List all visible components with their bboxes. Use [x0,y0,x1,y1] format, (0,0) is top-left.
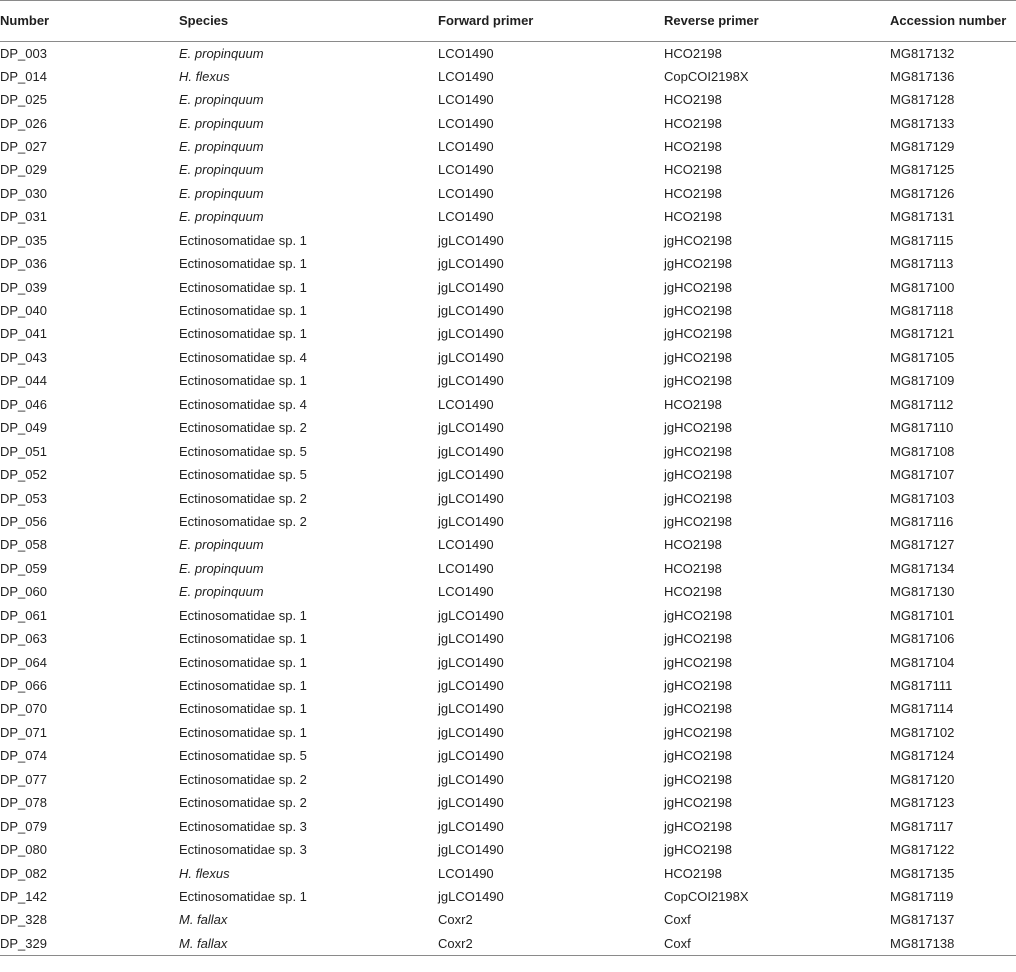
cell-accession-number: MG817101 [890,607,955,623]
cell-forward-primer: LCO1490 [438,138,494,154]
cell-reverse-primer: HCO2198 [664,584,722,600]
cell-reverse-primer: jgHCO2198 [664,303,732,319]
table-row [0,159,1016,182]
cell-species: H. flexus [179,68,230,84]
cell-forward-primer: LCO1490 [438,209,494,225]
cell-number: DP_046 [0,396,47,412]
cell-accession-number: MG817133 [890,115,955,131]
cell-species: Ectinosomatidae sp. 2 [179,513,307,529]
cell-number: DP_035 [0,232,47,248]
cell-species: E. propinquum [179,46,264,62]
table-row [0,323,1016,346]
cell-reverse-primer: jgHCO2198 [664,654,732,670]
cell-forward-primer: LCO1490 [438,68,494,84]
cell-reverse-primer: jgHCO2198 [664,443,732,459]
cell-number: DP_030 [0,185,47,201]
cell-accession-number: MG817111 [890,678,953,694]
cell-accession-number: MG817128 [890,92,955,108]
cell-forward-primer: jgLCO1490 [438,279,504,295]
cell-forward-primer: jgLCO1490 [438,607,504,623]
cell-accession-number: MG817114 [890,701,954,717]
cell-number: DP_053 [0,490,47,506]
cell-forward-primer: jgLCO1490 [438,303,504,319]
cell-accession-number: MG817118 [890,303,954,319]
cell-species: Ectinosomatidae sp. 1 [179,607,307,623]
cell-species: E. propinquum [179,138,264,154]
cell-accession-number: MG817124 [890,748,955,764]
table-row [0,721,1016,744]
cell-species: Ectinosomatidae sp. 3 [179,842,307,858]
cell-species: M. fallax [179,932,438,955]
cell-number: DP_040 [0,303,47,319]
cell-accession-number: MG817137 [890,912,955,928]
cell-forward-primer: jgLCO1490 [438,678,504,694]
cell-reverse-primer: HCO2198 [664,162,722,178]
cell-number: DP_079 [0,818,47,834]
table-row [0,65,1016,88]
cell-reverse-primer: jgHCO2198 [664,818,732,834]
cell-reverse-primer: jgHCO2198 [664,842,732,858]
cell-number: DP_080 [0,842,47,858]
cell-accession-number: MG817122 [890,842,955,858]
cell-forward-primer: LCO1490 [438,92,494,108]
cell-forward-primer: LCO1490 [438,396,494,412]
cell-reverse-primer: jgHCO2198 [664,467,732,483]
table-row [0,229,1016,252]
cell-reverse-primer: CopCOI2198X [664,888,749,904]
table-row [0,792,1016,815]
cell-reverse-primer: jgHCO2198 [664,349,732,365]
cell-reverse-primer: HCO2198 [664,138,722,154]
cell-number: DP_066 [0,678,47,694]
cell-species: Ectinosomatidae sp. 1 [179,232,307,248]
cell-forward-primer: jgLCO1490 [438,490,504,506]
header-species: Species [179,1,438,42]
cell-forward-primer: Coxr2 [438,932,664,955]
cell-accession-number: MG817130 [890,584,955,600]
cell-reverse-primer: jgHCO2198 [664,279,732,295]
cell-accession-number: MG817132 [890,46,955,62]
cell-species: E. propinquum [179,92,264,108]
cell-accession-number: MG817115 [890,232,954,248]
cell-species: Ectinosomatidae sp. 4 [179,349,307,365]
cell-accession-number: MG817125 [890,162,955,178]
cell-accession-number: MG817109 [890,373,955,389]
cell-forward-primer: jgLCO1490 [438,654,504,670]
cell-number: DP_025 [0,92,47,108]
cell-forward-primer: LCO1490 [438,560,494,576]
cell-number: DP_078 [0,795,47,811]
cell-number: DP_059 [0,560,47,576]
cell-forward-primer: jgLCO1490 [438,631,504,647]
cell-forward-primer: jgLCO1490 [438,349,504,365]
cell-species: Ectinosomatidae sp. 2 [179,771,307,787]
cell-accession-number: MG817113 [890,256,954,272]
cell-reverse-primer: jgHCO2198 [664,724,732,740]
cell-accession-number: MG817106 [890,631,955,647]
cell-forward-primer: jgLCO1490 [438,701,504,717]
cell-reverse-primer: jgHCO2198 [664,232,732,248]
cell-forward-primer: jgLCO1490 [438,724,504,740]
cell-accession-number: MG817134 [890,560,955,576]
cell-species: Ectinosomatidae sp. 2 [179,795,307,811]
cell-number: DP_027 [0,138,47,154]
cell-reverse-primer: Coxf [664,912,691,928]
cell-reverse-primer: jgHCO2198 [664,490,732,506]
cell-forward-primer: jgLCO1490 [438,513,504,529]
cell-species: Ectinosomatidae sp. 1 [179,326,307,342]
cell-reverse-primer: jgHCO2198 [664,795,732,811]
cell-accession-number: MG817110 [890,420,954,436]
table-row [0,557,1016,580]
cell-forward-primer: jgLCO1490 [438,467,504,483]
cell-forward-primer: LCO1490 [438,46,494,62]
cell-number: DP_026 [0,115,47,131]
cell-forward-primer: jgLCO1490 [438,326,504,342]
table-row [0,463,1016,486]
cell-reverse-primer: CopCOI2198X [664,68,749,84]
cell-reverse-primer: HCO2198 [664,209,722,225]
cell-reverse-primer: jgHCO2198 [664,420,732,436]
cell-number: DP_329 [0,932,179,955]
cell-accession-number: MG817116 [890,513,954,529]
cell-number: DP_041 [0,326,47,342]
cell-species: Ectinosomatidae sp. 1 [179,678,307,694]
cell-species: Ectinosomatidae sp. 4 [179,396,307,412]
cell-accession-number: MG817119 [890,888,954,904]
cell-forward-primer: Coxr2 [438,912,473,928]
cell-accession-number: MG817112 [890,396,954,412]
cell-forward-primer: jgLCO1490 [438,443,504,459]
cell-species: Ectinosomatidae sp. 1 [179,256,307,272]
cell-reverse-primer: jgHCO2198 [664,513,732,529]
cell-accession-number: MG817136 [890,68,955,84]
cell-accession-number: MG817108 [890,443,955,459]
cell-number: DP_049 [0,420,47,436]
cell-number: DP_061 [0,607,47,623]
cell-accession-number: MG817121 [890,326,955,342]
cell-number: DP_328 [0,912,47,928]
table-row [0,182,1016,205]
cell-reverse-primer: jgHCO2198 [664,771,732,787]
cell-reverse-primer: HCO2198 [664,865,722,881]
table-row [0,299,1016,322]
cell-forward-primer: LCO1490 [438,185,494,201]
cell-forward-primer: jgLCO1490 [438,373,504,389]
cell-number: DP_039 [0,279,47,295]
cell-accession-number: MG817117 [890,818,954,834]
cell-forward-primer: LCO1490 [438,162,494,178]
cell-number: DP_043 [0,349,47,365]
cell-forward-primer: jgLCO1490 [438,888,504,904]
table-row [0,510,1016,533]
table-row [0,370,1016,393]
cell-number: DP_077 [0,771,47,787]
cell-number: DP_071 [0,724,47,740]
cell-species: Ectinosomatidae sp. 1 [179,279,307,295]
table-row [0,534,1016,557]
cell-accession-number: MG817120 [890,771,955,787]
table-row [0,745,1016,768]
cell-reverse-primer: HCO2198 [664,560,722,576]
cell-species: E. propinquum [179,162,264,178]
cell-reverse-primer: jgHCO2198 [664,701,732,717]
table-body [0,42,1016,956]
table-row [0,932,1016,955]
cell-species: Ectinosomatidae sp. 1 [179,888,307,904]
table-row [0,440,1016,463]
cell-accession-number: MG817138 [890,932,1016,955]
cell-reverse-primer: jgHCO2198 [664,748,732,764]
cell-species: Ectinosomatidae sp. 1 [179,701,307,717]
cell-forward-primer: jgLCO1490 [438,842,504,858]
cell-species: Ectinosomatidae sp. 2 [179,420,307,436]
cell-reverse-primer: jgHCO2198 [664,607,732,623]
table-row [0,815,1016,838]
cell-forward-primer: jgLCO1490 [438,256,504,272]
cell-accession-number: MG817100 [890,279,955,295]
cell-accession-number: MG817126 [890,185,955,201]
table-row [0,346,1016,369]
cell-forward-primer: LCO1490 [438,537,494,553]
cell-species: E. propinquum [179,115,264,131]
cell-species: E. propinquum [179,209,264,225]
table-row [0,487,1016,510]
header-reverse-primer: Reverse primer [664,1,890,42]
cell-accession-number: MG817135 [890,865,955,881]
table-header [0,1,1016,42]
cell-forward-primer: LCO1490 [438,584,494,600]
cell-species: E. propinquum [179,537,264,553]
cell-number: DP_063 [0,631,47,647]
cell-species: Ectinosomatidae sp. 1 [179,654,307,670]
cell-forward-primer: jgLCO1490 [438,795,504,811]
cell-species: H. flexus [179,865,230,881]
cell-reverse-primer: HCO2198 [664,46,722,62]
cell-forward-primer: jgLCO1490 [438,232,504,248]
cell-accession-number: MG817123 [890,795,955,811]
cell-reverse-primer: HCO2198 [664,396,722,412]
cell-species: Ectinosomatidae sp. 1 [179,303,307,319]
cell-species: Ectinosomatidae sp. 2 [179,490,307,506]
cell-reverse-primer: HCO2198 [664,115,722,131]
cell-number: DP_051 [0,443,47,459]
table-row [0,42,1016,65]
cell-species: E. propinquum [179,560,264,576]
table-row [0,206,1016,229]
cell-number: DP_031 [0,209,47,225]
table-row [0,698,1016,721]
table-row [0,604,1016,627]
cell-species: M. fallax [179,912,228,928]
cell-number: DP_082 [0,865,47,881]
cell-number: DP_058 [0,537,47,553]
cell-number: DP_070 [0,701,47,717]
table-row [0,393,1016,416]
cell-reverse-primer: jgHCO2198 [664,256,732,272]
cell-reverse-primer: HCO2198 [664,185,722,201]
cell-forward-primer: LCO1490 [438,115,494,131]
cell-species: Ectinosomatidae sp. 1 [179,373,307,389]
table-row [0,88,1016,111]
cell-accession-number: MG817105 [890,349,955,365]
header-number: Number [0,1,179,42]
cell-reverse-primer: HCO2198 [664,92,722,108]
cell-accession-number: MG817131 [890,209,955,225]
cell-accession-number: MG817104 [890,654,955,670]
cell-forward-primer: LCO1490 [438,865,494,881]
table-row [0,581,1016,604]
cell-reverse-primer: jgHCO2198 [664,373,732,389]
cell-number: DP_044 [0,373,47,389]
cell-species: Ectinosomatidae sp. 1 [179,631,307,647]
cell-species: Ectinosomatidae sp. 3 [179,818,307,834]
cell-forward-primer: jgLCO1490 [438,818,504,834]
header-forward-primer: Forward primer [438,1,664,42]
table-row [0,276,1016,299]
cell-reverse-primer: jgHCO2198 [664,678,732,694]
cell-number: DP_064 [0,654,47,670]
cell-number: DP_060 [0,584,47,600]
cell-reverse-primer: jgHCO2198 [664,631,732,647]
cell-species: Ectinosomatidae sp. 5 [179,443,307,459]
table-row [0,651,1016,674]
cell-number: DP_074 [0,748,47,764]
table-row [0,909,1016,932]
cell-species: Ectinosomatidae sp. 5 [179,467,307,483]
cell-number: DP_029 [0,162,47,178]
table-row [0,252,1016,275]
cell-accession-number: MG817102 [890,724,955,740]
cell-reverse-primer: Coxf [664,932,890,955]
cell-accession-number: MG817103 [890,490,955,506]
cell-number: DP_014 [0,68,47,84]
cell-species: Ectinosomatidae sp. 1 [179,724,307,740]
table-row [0,674,1016,697]
cell-number: DP_036 [0,256,47,272]
table-row [0,417,1016,440]
cell-reverse-primer: jgHCO2198 [664,326,732,342]
header-row [0,1,1016,42]
cell-species: E. propinquum [179,185,264,201]
header-accession-number: Accession number [890,1,1016,42]
cell-species: Ectinosomatidae sp. 5 [179,748,307,764]
cell-number: DP_052 [0,467,47,483]
cell-accession-number: MG817129 [890,138,955,154]
table-row [0,627,1016,650]
table-row [0,112,1016,135]
cell-number: DP_142 [0,888,47,904]
cell-forward-primer: jgLCO1490 [438,771,504,787]
cell-forward-primer: jgLCO1490 [438,420,504,436]
cell-number: DP_003 [0,46,47,62]
table-row [0,838,1016,861]
table-row [0,768,1016,791]
cell-species: E. propinquum [179,584,264,600]
table-row [0,885,1016,908]
cell-accession-number: MG817127 [890,537,955,553]
table-row [0,862,1016,885]
cell-number: DP_056 [0,513,47,529]
cell-reverse-primer: HCO2198 [664,537,722,553]
table-row [0,135,1016,158]
cell-accession-number: MG817107 [890,467,955,483]
cell-forward-primer: jgLCO1490 [438,748,504,764]
